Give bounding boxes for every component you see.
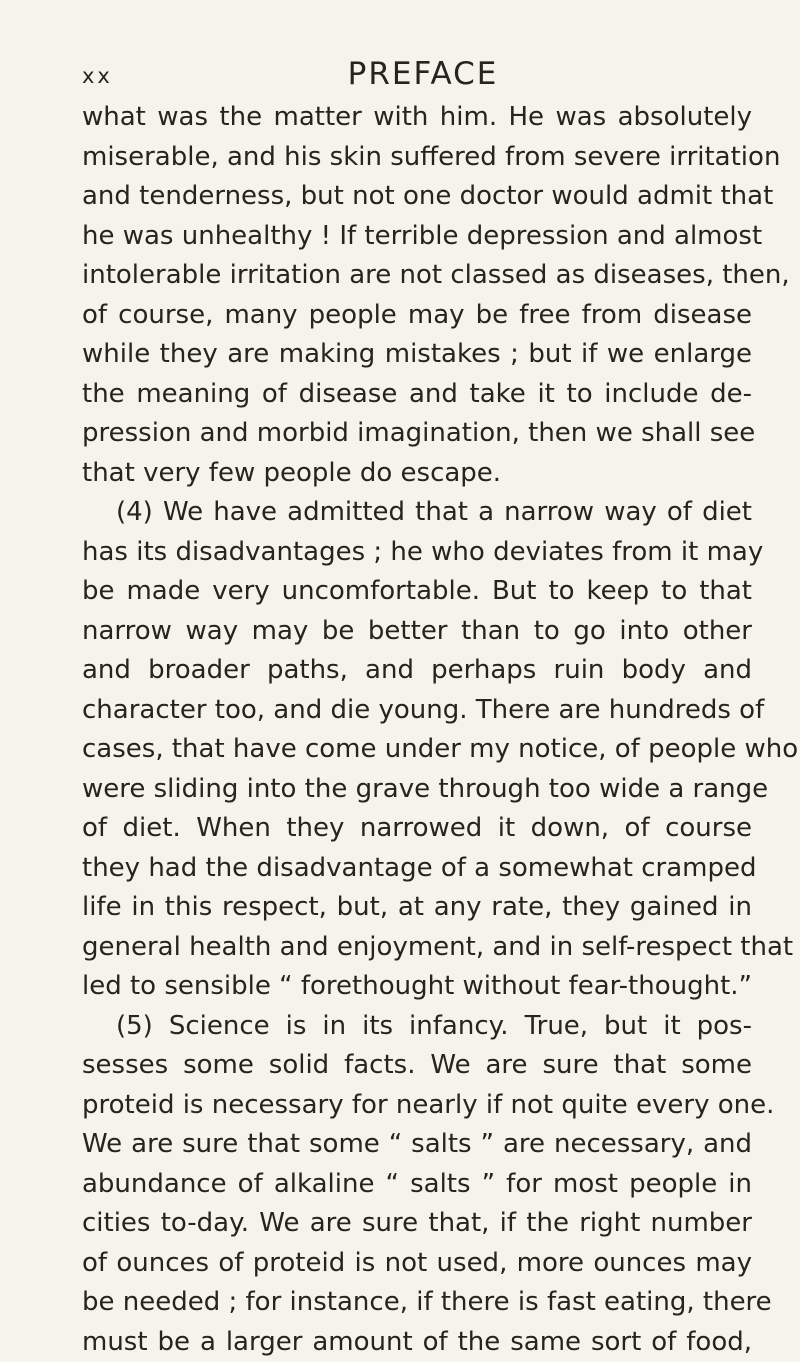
text-line: and broader paths, and perhaps ruin body and (82, 651, 752, 691)
text-line: character too, and die young. There are hundreds of (82, 691, 752, 731)
text-line: has its disadvantages ; he who deviates from it may (82, 533, 752, 573)
text-line: pression and morbid imagination, then we shall see (82, 414, 752, 454)
page-header (82, 48, 764, 98)
text-line: life in this respect, but, at any rate, they gained in (82, 888, 752, 928)
text-line: cities to-day. We are sure that, if the right number (82, 1204, 752, 1244)
text-line: sesses some solid facts. We are sure that some (82, 1046, 752, 1086)
text-line: led to sensible “ forethought without fear-thought.” (82, 967, 752, 1007)
text-line: be made very uncomfortable. But to keep to that (82, 572, 752, 612)
text-line: proteid is necessary for nearly if not quite every one. (82, 1086, 752, 1126)
text-line: were sliding into the grave through too wide a range (82, 770, 752, 810)
text-line: cases, that have come under my notice, of people who (82, 730, 752, 770)
text-line: miserable, and his skin suffered from severe irritation (82, 138, 752, 178)
running-head: PREFACE (82, 56, 764, 92)
text-line: (5) Science is in its infancy. True, but it pos- (82, 1007, 752, 1047)
text-line: (4) We have admitted that a narrow way of diet (82, 493, 752, 533)
text-line: he was unhealthy ! If terrible depression and almost (82, 217, 752, 257)
text-line: narrow way may be better than to go into other (82, 612, 752, 652)
text-line: of diet. When they narrowed it down, of course (82, 809, 752, 849)
text-line: must be a larger amount of the same sort of food, (82, 1323, 752, 1362)
text-line: that very few people do escape. (82, 454, 752, 494)
text-line: and tenderness, but not one doctor would admit that (82, 177, 752, 217)
text-line: of course, many people may be free from disease (82, 296, 752, 336)
body-text (82, 98, 752, 1362)
text-line: they had the disadvantage of a somewhat cramped (82, 849, 752, 889)
text-line: what was the matter with him. He was absolutely (82, 98, 752, 138)
text-line: be needed ; for instance, if there is fast eating, there (82, 1283, 752, 1323)
text-line: general health and enjoyment, and in self-respect that (82, 928, 752, 968)
text-line: of ounces of proteid is not used, more ounces may (82, 1244, 752, 1284)
text-line: while they are making mistakes ; but if we enlarge (82, 335, 752, 375)
text-line: We are sure that some “ salts ” are necessary, and (82, 1125, 752, 1165)
text-line: intolerable irritation are not classed as diseases, then, (82, 256, 752, 296)
text-line: the meaning of disease and take it to include de- (82, 375, 752, 415)
page-number: xx (82, 64, 113, 88)
text-line: abundance of alkaline “ salts ” for most people in (82, 1165, 752, 1205)
